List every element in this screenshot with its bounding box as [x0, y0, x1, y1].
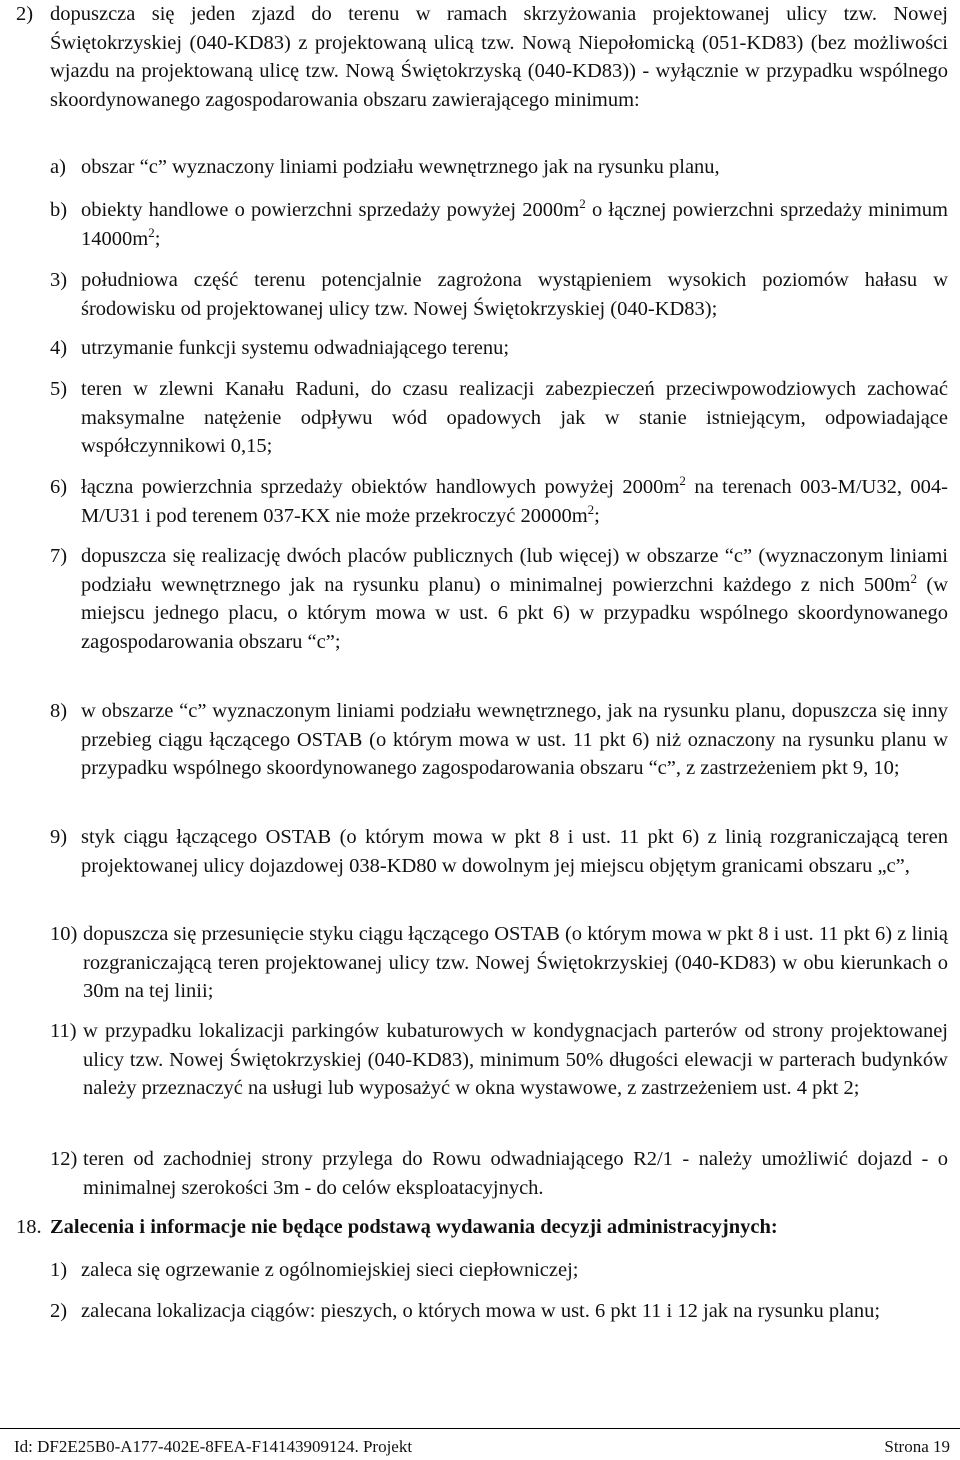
list-item — [50, 1297, 948, 1326]
list-item — [50, 920, 948, 1006]
item-number: 5) — [50, 378, 68, 400]
list-item — [16, 0, 948, 114]
list-item — [50, 1256, 948, 1285]
section-title: Zalecenia i informacje nie będące podstawą wydawania decyzji administracyjnych: — [50, 1216, 778, 1238]
list-item — [50, 334, 948, 363]
item-text: południowa część terenu potencjalnie zagrożona wystąpieniem wysokich poziomów hałasu w środowisku od projektowanej ulicy tzw. Nowej Świętokrzyskiej (040-KD83); — [81, 269, 948, 320]
item-number: a) — [50, 156, 66, 178]
footer-document-id: Id: DF2E25B0-A177-402E-8FEA-F14143909124. Projekt — [14, 1437, 413, 1456]
item-text: teren od zachodniej strony przylega do Rowu odwadniającego R2/1 - należy umożliwić dojazd - o minimalnej szerokości 3m - do celów eksploatacyjnych. — [83, 1148, 948, 1199]
item-number: 9) — [50, 826, 68, 848]
item-text: zalecana lokalizacja ciągów: pieszych, o których mowa w ust. 6 pkt 11 i 12 jak na rysunku planu; — [81, 1300, 881, 1322]
item-number: b) — [50, 199, 68, 221]
item-number: 11) — [50, 1020, 77, 1042]
list-item — [50, 266, 948, 323]
list-item — [50, 542, 948, 656]
item-text: styk ciągu łączącego OSTAB (o którym mowa w pkt 8 i ust. 11 pkt 6) z linią rozgraniczającą teren projektowanej ulicy dojazdowej 038-KD80 w dowolnym jej miejscu objętym granicami obszaru „c”, — [81, 826, 948, 877]
item-text: w obszarze “c” wyznaczonym liniami podziału wewnętrznego, jak na rysunku planu, dopuszcza się inny przebieg ciągu łączącego OSTAB (o którym mowa w ust. 11 pkt 6) niż oznaczony na rysunku planu w przypadku wspólnego skoordynowanego zagospodarowania obszaru “c”, z zastrzeżeniem pkt 9, 10; — [81, 700, 948, 779]
item-number: 2) — [50, 1300, 68, 1322]
list-item — [50, 697, 948, 783]
item-text: dopuszcza się jeden zjazd do terenu w ramach skrzyżowania projektowanej ulicy tzw. Nowej Świętokrzyskiej (040-KD83) z projektowaną ulicą tzw. Nową Niepołomicką (051-KD83) (bez możliwości wjazdu na projektowaną ulicę tzw. Nową Świętokrzyską (040-KD83)) - wyłącznie w przypadku wspólnego skoordynowanego zagospodarowania obszaru zawierającego minimum: — [50, 3, 948, 111]
list-item — [50, 375, 948, 461]
list-item — [50, 196, 948, 253]
item-number: 8) — [50, 700, 68, 722]
list-item — [50, 1017, 948, 1103]
item-text: obiekty handlowe o powierzchni sprzedaży powyżej $2000m^2$ o łącznej powierzchni sprzedaży minimum $14000m^2$; — [81, 196, 948, 250]
item-number: 2) — [16, 3, 34, 25]
list-item — [50, 1145, 948, 1202]
item-number: 12) — [50, 1148, 78, 1170]
item-number: 3) — [50, 269, 68, 291]
item-text: w przypadku lokalizacji parkingów kubaturowych w kondygnacjach parterów od strony projektowanej ulicy tzw. Nowej Świętokrzyskiej (040-KD83), minimum 50% długości elewacji w parterach budynków należy przeznaczyć na usługi lub wyposażyć w okna wystawowe, z zastrzeżeniem ust. 4 pkt 2; — [83, 1020, 948, 1099]
footer-page-number: Strona 19 — [884, 1437, 950, 1456]
item-text: utrzymanie funkcji systemu odwadniającego terenu; — [81, 337, 510, 359]
list-item — [50, 473, 948, 530]
list-item — [50, 823, 948, 880]
item-text: obszar “c” wyznaczony liniami podziału wewnętrznego jak na rysunku planu, — [81, 156, 720, 178]
item-number: 4) — [50, 337, 68, 359]
item-text: dopuszcza się realizację dwóch placów publicznych (lub więcej) w obszarze “c” (wyznaczonym liniami podziału wewnętrznego jak na rysunku planu) o minimalnej powierzchni każdego z nich $500m^2$ (w miejscu jednego placu, o którym mowa w ust. 6 pkt 6) w przypadku wspólnego skoordynowanego zagospodarowania obszaru “c”; — [81, 545, 949, 653]
item-text: zaleca się ogrzewanie z ogólnomiejskiej sieci ciepłowniczej; — [81, 1259, 579, 1281]
footer-divider — [0, 1428, 960, 1429]
item-number: 10) — [50, 923, 78, 945]
item-number: 7) — [50, 545, 68, 567]
item-number: 1) — [50, 1259, 68, 1281]
item-text: teren w zlewni Kanału Raduni, do czasu realizacji zabezpieczeń przeciwpowodziowych zachować maksymalne natężenie odpływu wód opadowych jak w stanie istniejącym, odpowiadające współczynnikowi 0,15; — [81, 378, 948, 457]
list-item — [50, 153, 948, 182]
item-number: 6) — [50, 476, 68, 498]
item-text: łączna powierzchnia sprzedaży obiektów handlowych powyżej $2000m^2$ na terenach 003-M/U32, 004-M/U31 i pod terenem 037-KX nie może przekroczyć $20000m^2$; — [81, 473, 948, 527]
section-number: 18. — [16, 1216, 42, 1238]
item-text: dopuszcza się przesunięcie styku ciągu łączącego OSTAB (o którym mowa w pkt 8 i ust. 11 pkt 6) z linią rozgraniczającą teren projektowanej ulicy tzw. Nowej Świętokrzyskiej (040-KD83) w obu kierunkach o 30m na tej linii; — [83, 923, 948, 1002]
